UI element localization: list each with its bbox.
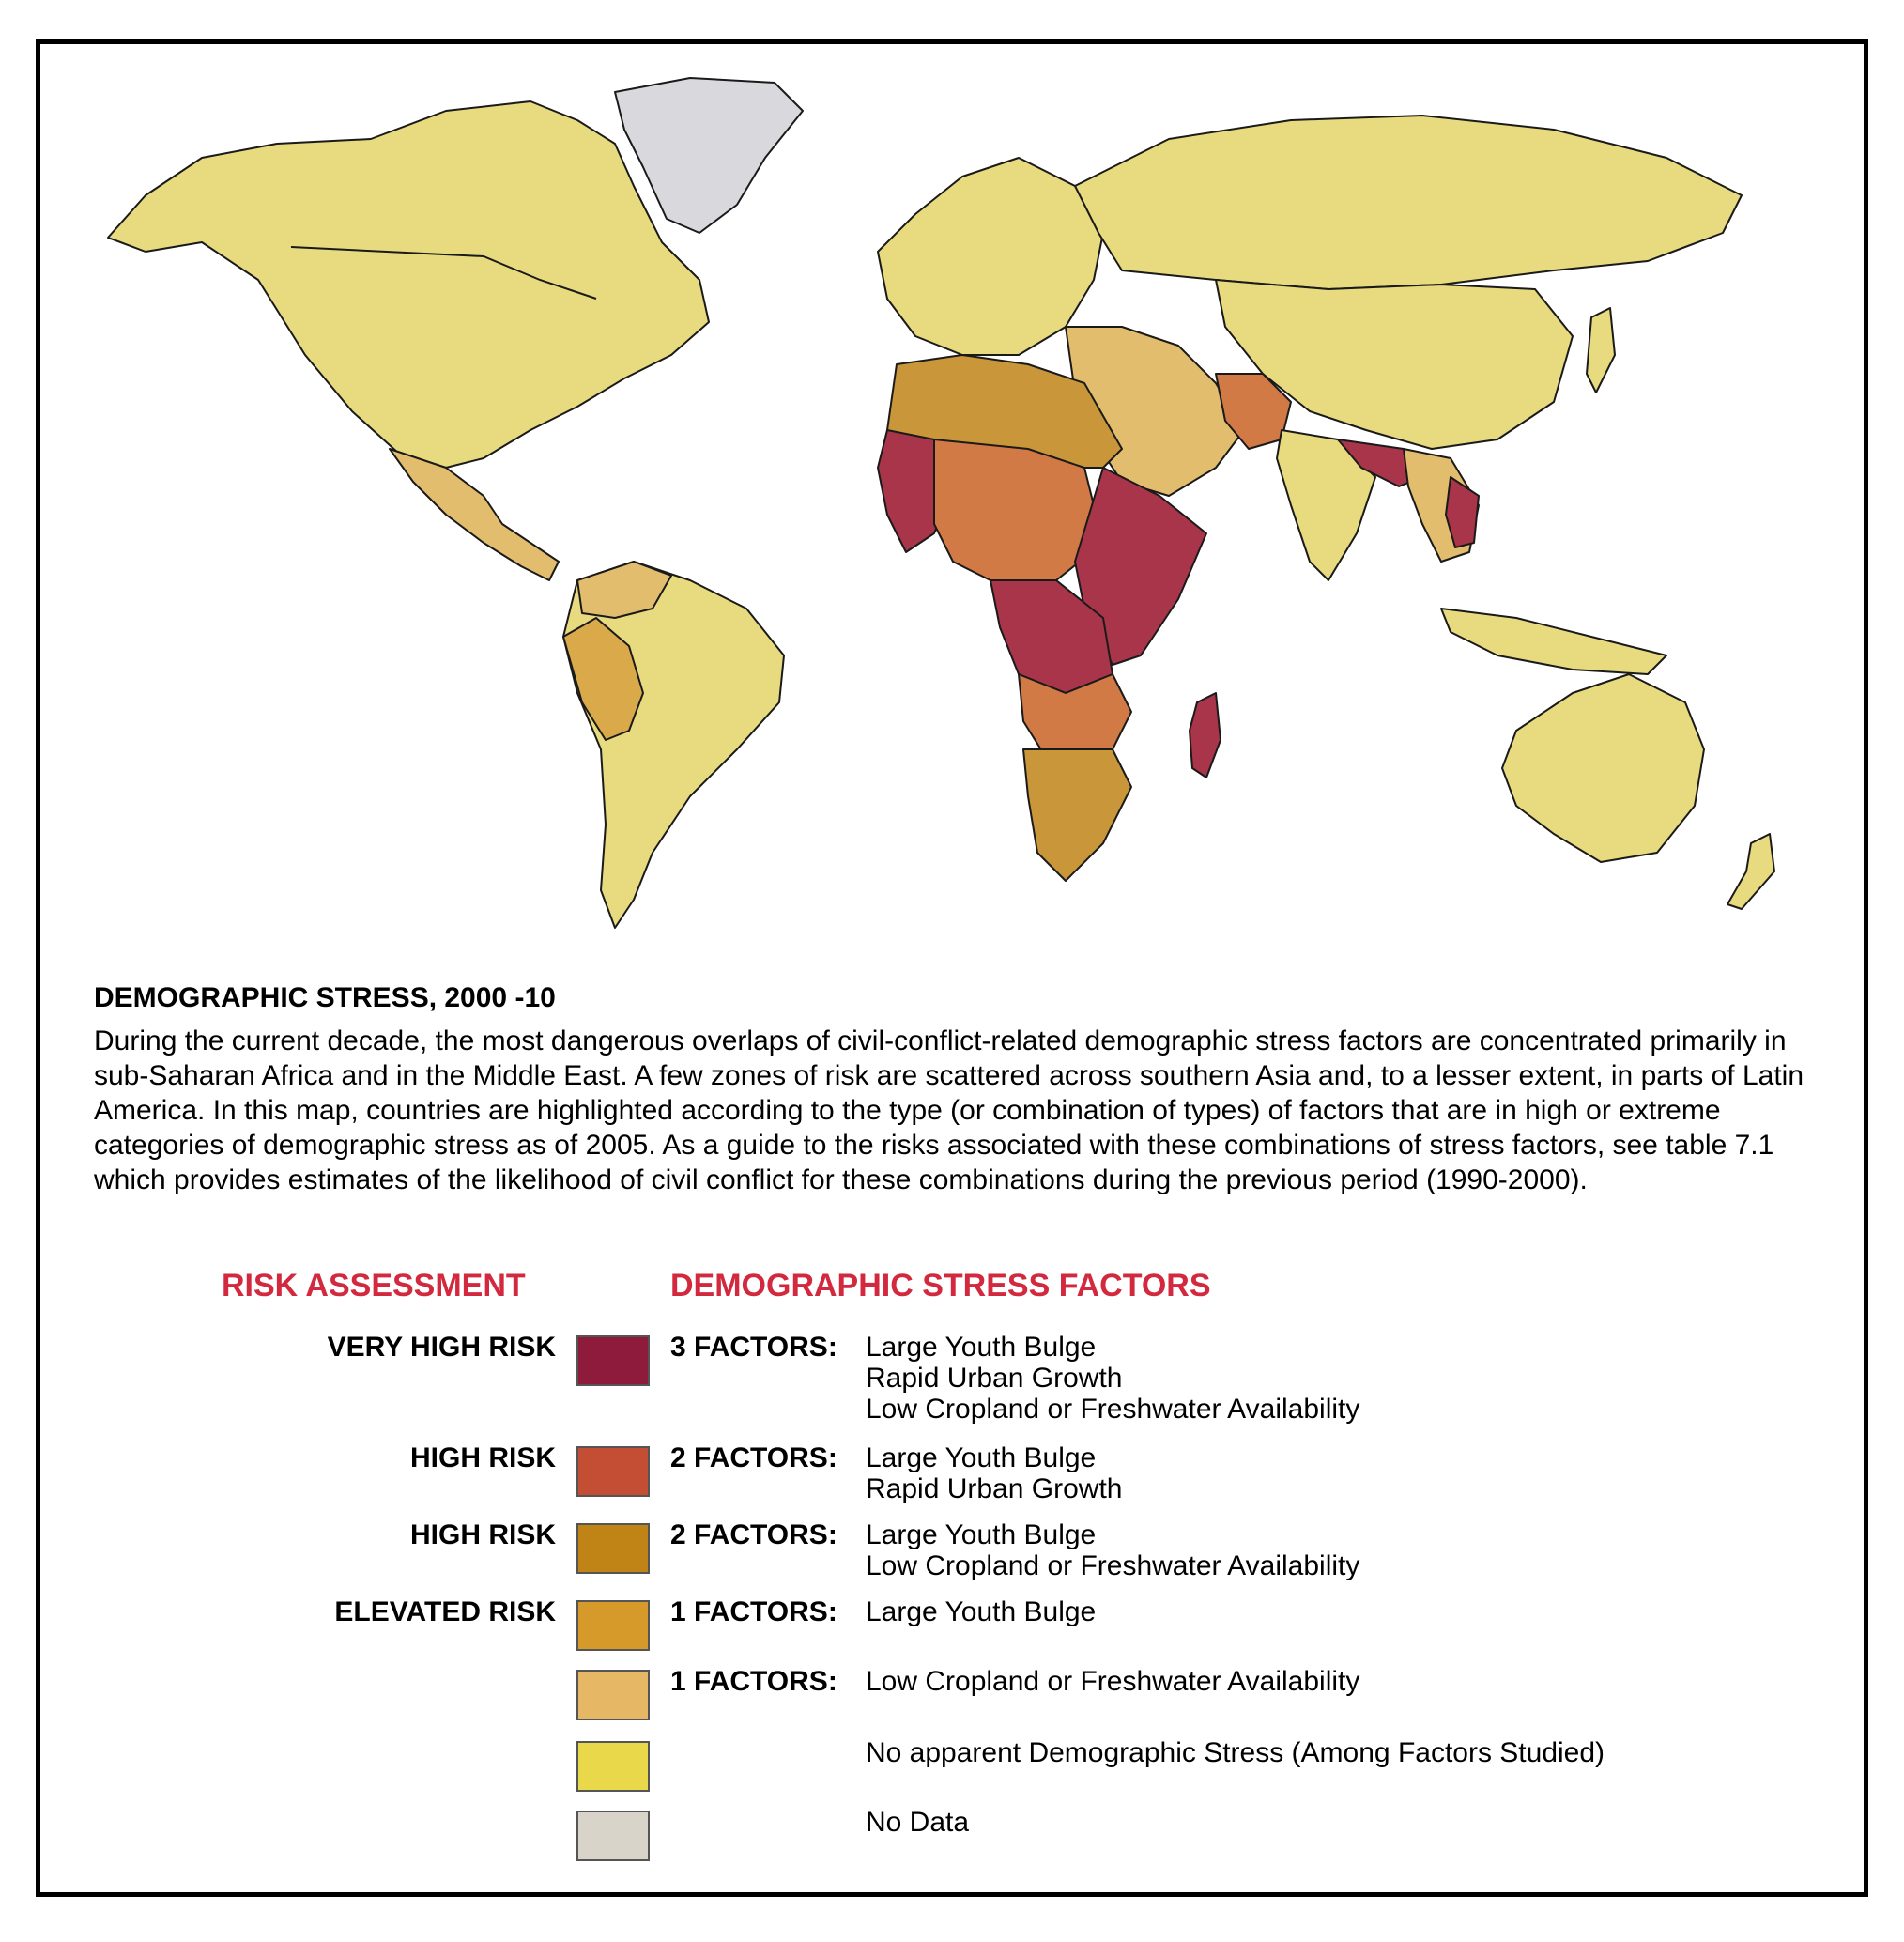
legend-factor: Large Youth Bulge (866, 1519, 1097, 1550)
region-russia (1075, 116, 1742, 289)
legend-row (0, 1442, 1904, 1504)
map-title: DEMOGRAPHIC STRESS, 2000 -10 (94, 982, 556, 1013)
legend-risk-label: HIGH RISK (409, 1519, 556, 1550)
legend-row (0, 1519, 1904, 1581)
legend-risk-label: HIGH RISK (409, 1442, 556, 1473)
legend-row (0, 1807, 1904, 1863)
legend-row (0, 1737, 1904, 1794)
region-southern-africa (1023, 749, 1131, 881)
region-madagascar (1190, 693, 1221, 778)
legend-factor-count: 2 FACTORS: (670, 1519, 837, 1550)
legend-factor-list (866, 1596, 1096, 1627)
legend-row (0, 1666, 1904, 1722)
region-japan (1587, 308, 1615, 393)
region-indonesia (1441, 609, 1666, 674)
world-map (89, 54, 1854, 956)
legend-factor: Low Cropland or Freshwater Availability (866, 1394, 1360, 1425)
legend-row (0, 1332, 1904, 1425)
stress-factors-header: DEMOGRAPHIC STRESS FACTORS (670, 1268, 1211, 1303)
legend-swatch (576, 1600, 650, 1651)
legend-factor-list (866, 1519, 1359, 1581)
legend-row (0, 1596, 1904, 1653)
legend-risk-label: VERY HIGH RISK (327, 1332, 556, 1363)
region-mexico (390, 449, 559, 580)
legend-risk-label: ELEVATED RISK (334, 1596, 556, 1627)
legend-factor-count: 2 FACTORS: (670, 1442, 837, 1473)
legend-factor-list (866, 1666, 1359, 1697)
legend-factor: Low Cropland or Freshwater Availability (866, 1666, 1360, 1697)
legend-factor-list (866, 1737, 1605, 1768)
legend-factor: Low Cropland or Freshwater Availability (866, 1550, 1360, 1581)
legend-factor-count: 3 FACTORS: (670, 1332, 837, 1363)
legend-factor: No Data (866, 1807, 970, 1838)
legend-factor-count: 1 FACTORS: (670, 1596, 837, 1627)
legend-factor: Large Youth Bulge (866, 1442, 1097, 1473)
legend-factor: Large Youth Bulge (866, 1332, 1097, 1363)
risk-assessment-header: RISK ASSESSMENT (222, 1268, 526, 1303)
legend-factor-list (866, 1442, 1122, 1504)
legend-factor-list (866, 1332, 1359, 1425)
region-north-america (108, 101, 709, 468)
legend-swatch (576, 1811, 650, 1861)
legend-factor-list (866, 1807, 969, 1838)
legend-factor: Rapid Urban Growth (866, 1473, 1123, 1504)
legend-factor: No apparent Demographic Stress (Among Factors Studied) (866, 1737, 1605, 1768)
region-europe (878, 158, 1103, 355)
region-south-america (563, 562, 784, 928)
legend-swatch (576, 1741, 650, 1792)
legend-factor: Large Youth Bulge (866, 1596, 1097, 1627)
region-australia (1502, 674, 1704, 862)
legend-swatch (576, 1523, 650, 1574)
legend-factor-count: 1 FACTORS: (670, 1666, 837, 1697)
legend-swatch (576, 1670, 650, 1720)
legend-swatch (576, 1446, 650, 1497)
map-description: During the current decade, the most dangerous overlaps of civil-conflict-related demographic stress factors are concentrated primarily in sub-Saharan Africa and in the Middle East. A few zones of risk are scattered across southern Asia and, to a lesser extent, in parts of Latin America. In this map, countries are highlighted according to the type (or combination of types) of factors that are in high or extreme categories of demographic stress as of 2005. As a guide to the risks associated with these combinations of stress factors, see table 7.1 which provides estimates of the likelihood of civil conflict for these combinations during the previous period (1990-2000). (94, 1025, 1804, 1195)
legend-swatch (576, 1335, 650, 1386)
legend-factor: Rapid Urban Growth (866, 1363, 1123, 1394)
region-new-zealand (1727, 834, 1774, 909)
